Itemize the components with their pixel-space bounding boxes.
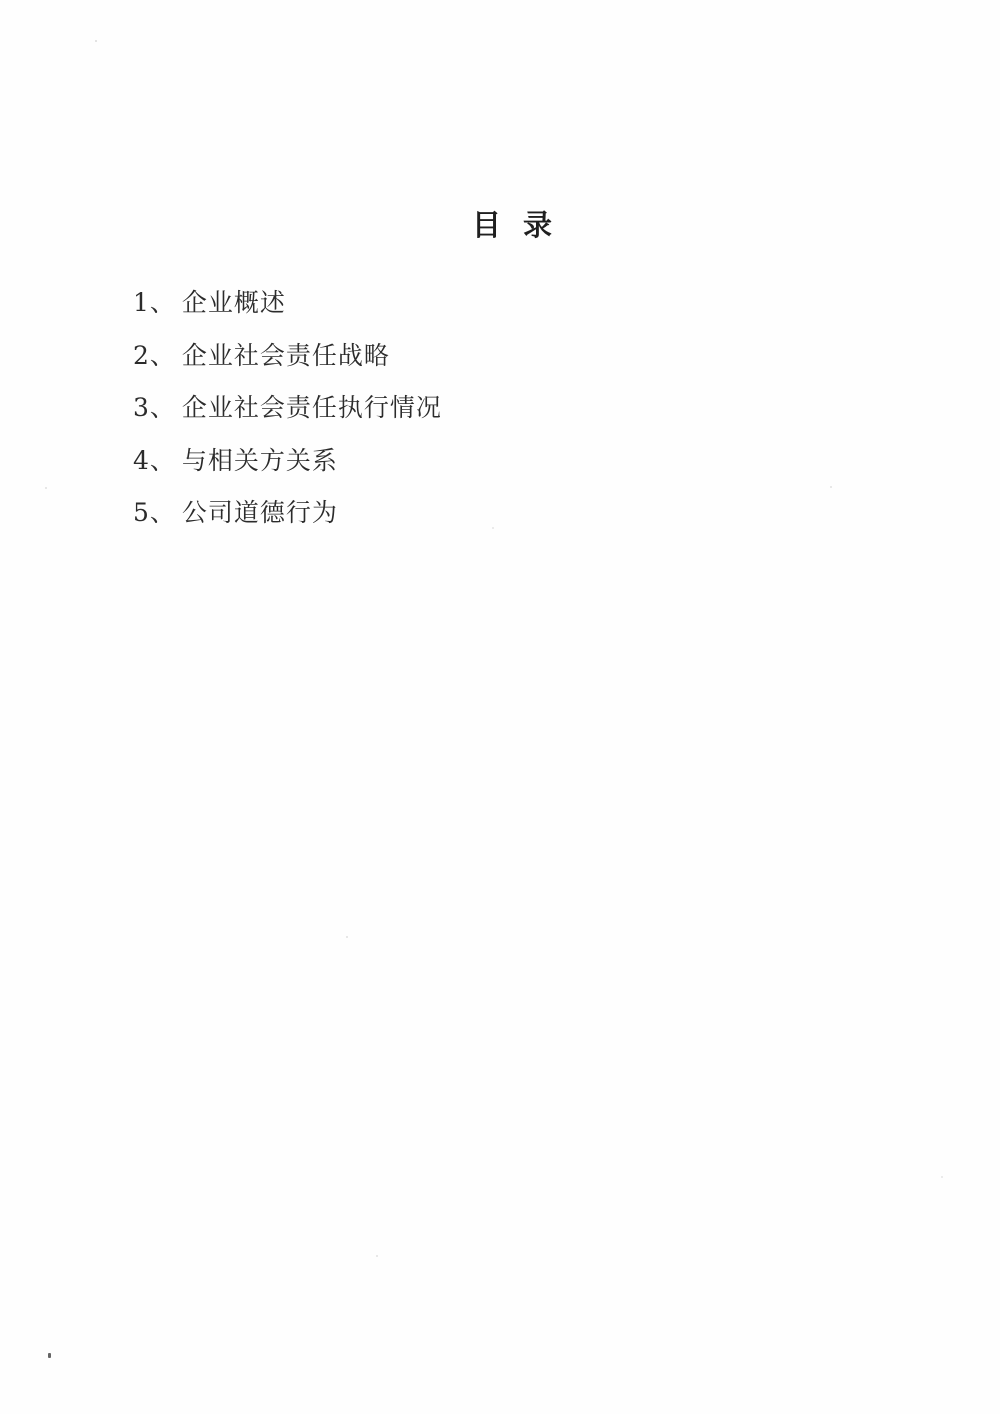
toc-item-number: 5、 xyxy=(133,498,176,527)
toc-item-number: 4、 xyxy=(133,445,176,475)
toc-item xyxy=(133,394,442,421)
toc-item-number: 1、 xyxy=(133,288,176,317)
toc-item-number: 2、 xyxy=(133,340,176,370)
toc-item xyxy=(133,289,442,316)
scan-speck xyxy=(492,527,494,529)
toc-list xyxy=(133,289,442,552)
toc-item xyxy=(133,447,442,474)
toc-item-label: 企业概述 xyxy=(181,288,286,317)
scan-speck xyxy=(941,1176,943,1178)
scan-speck xyxy=(45,487,47,489)
toc-item xyxy=(133,342,442,369)
scan-speck xyxy=(346,936,348,938)
toc-item xyxy=(133,499,442,526)
scan-speck xyxy=(48,1353,51,1358)
toc-item-label: 企业社会责任战略 xyxy=(181,340,390,370)
toc-item-number: 3、 xyxy=(133,393,176,422)
toc-item-label: 与相关方关系 xyxy=(181,445,338,475)
page-title: 目 录 xyxy=(471,208,559,242)
toc-item-label: 公司道德行为 xyxy=(181,498,338,527)
scan-speck xyxy=(95,40,97,42)
scan-speck xyxy=(376,1255,378,1257)
scan-speck xyxy=(830,486,832,488)
toc-item-label: 企业社会责任执行情况 xyxy=(181,393,442,422)
